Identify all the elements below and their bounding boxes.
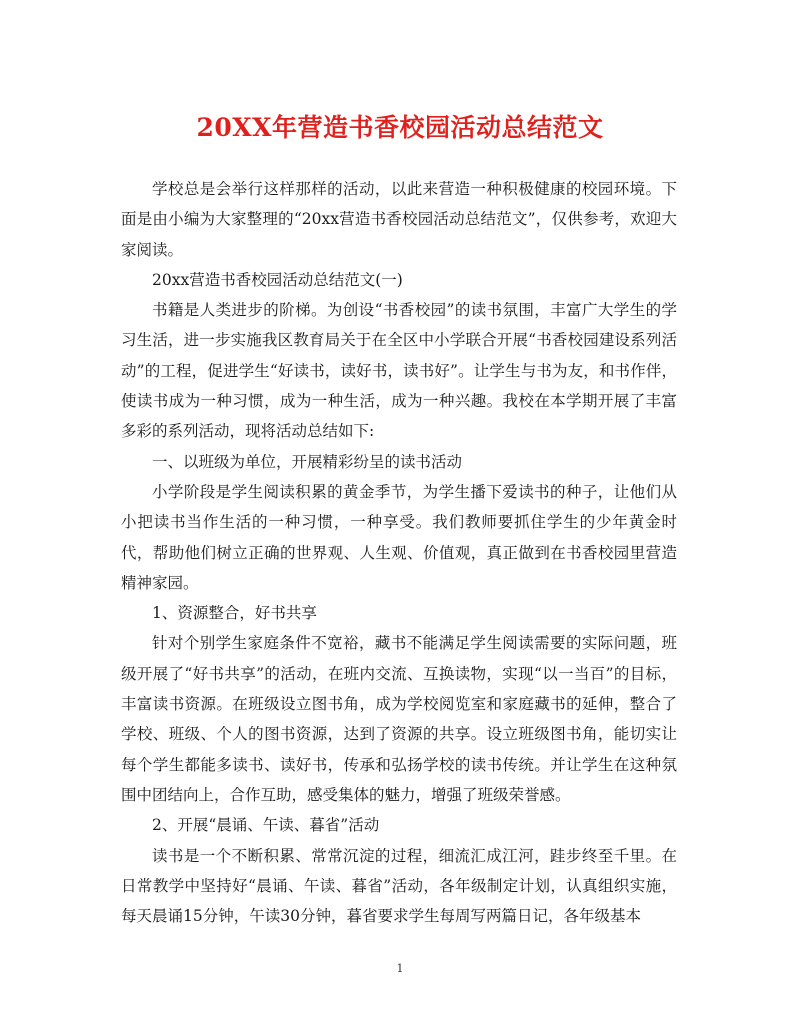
document-title: 20XX年营造书香校园活动总结范文 [196,113,604,142]
body-paragraph: 针对个别学生家庭条件不宽裕，藏书不能满足学生阅读需要的实际问题，班级开展了“好书共享”的活动，在班内交流、互换读物，实现“以一当百”的目标，丰富读书资源。在班级设立图书角，成为学校阅览室和家庭藏书的延伸，整合了学校、班级、个人的图书资源，达到了资源的共享。设立班级图书角，能切实让每个学生都能多读书、读好书，传承和弘扬学校的读书传统。并让学生在这种氛围中团结向上，合作互助，感受集体的魅力，增强了班级荣誉感。 [121,634,677,804]
body-paragraph: 书籍是人类进步的阶梯。为创设“书香校园”的读书氛围，丰富广大学生的学习生活，进一步实施我区教育局关于在全区中小学联合开展“书香校园建设系列活动”的工程，促进学生“好读书，读好书，读书好”。让学生与书为友，和书作伴，使读书成为一种习惯，成为一种生活，成为一种兴趣。我校在本学期开展了丰富多彩的系列活动，现将活动总结如下: [121,301,677,441]
page-number: 1 [396,962,404,975]
section-heading: 20xx营造书香校园活动总结范文(一) [152,270,403,289]
document-body [121,174,677,931]
intro-paragraph: 学校总是会举行这样那样的活动，以此来营造一种积极健康的校园环境。下面是由小编为大家整理的“20xx营造书香校园活动总结范文”，仅供参考，欢迎大家阅读。 [121,180,677,259]
subsection-heading: 2、开展“晨诵、午读、暮省”活动 [152,816,380,835]
section-heading: 一、以班级为单位，开展精彩纷呈的读书活动 [152,452,463,471]
subsection-heading: 1、资源整合，好书共享 [152,604,317,623]
body-paragraph: 读书是一个不断积累、常常沉淀的过程，细流汇成江河，跬步终至千里。在日常教学中坚持好“晨诵、午读、暮省”活动，各年级制定计划，认真组织实施，每天晨诵15分钟，午读30分钟，暮省要求学生每周写两篇日记，各年级基本 [121,846,677,926]
body-paragraph: 小学阶段是学生阅读积累的黄金季节，为学生播下爱读书的种子，让他们从小把读书当作生活的一种习惯，一种享受。我们教师要抓住学生的少年黄金时代，帮助他们树立正确的世界观、人生观、价值观，真正做到在书香校园里营造精神家园。 [121,482,677,592]
